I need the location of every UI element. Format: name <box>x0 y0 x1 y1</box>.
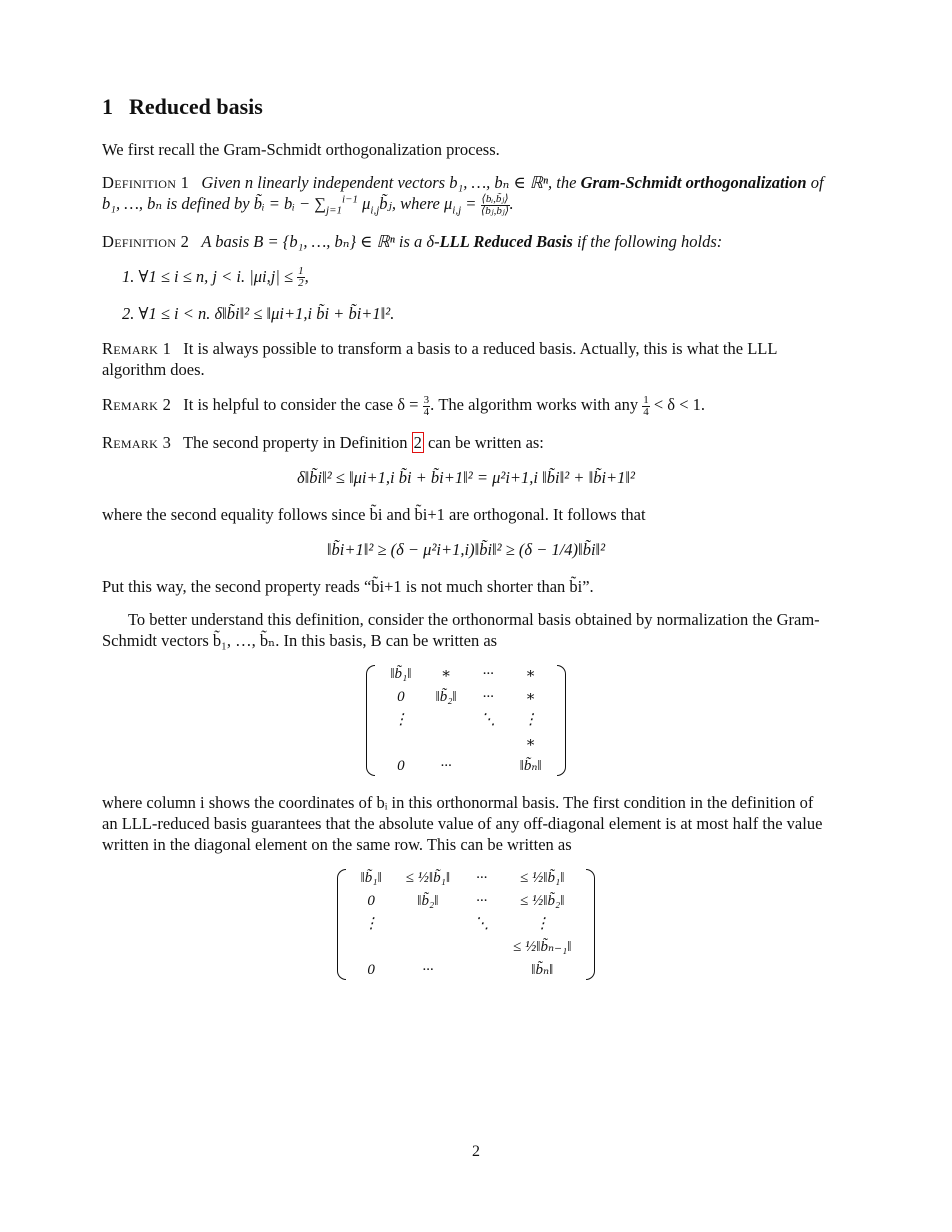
matrix-cell: ⋮ <box>363 916 379 933</box>
matrix-cell: ··· <box>422 962 434 979</box>
put-this-way: Put this way, the second property reads “b̃i+1 is not much shorter than b̃i”. <box>102 577 594 597</box>
matrix-cell: ⋮ <box>393 712 409 729</box>
matrix-cell <box>469 755 508 778</box>
matrix-1 <box>366 663 565 778</box>
matrix-2-table <box>349 867 584 982</box>
matrix-cell <box>423 709 468 732</box>
definition-2-link[interactable]: 2 <box>413 433 422 453</box>
definition-2-post: if the following holds: <box>576 231 723 251</box>
matrix-row <box>349 936 584 959</box>
matrix-cell: 0 <box>367 893 375 910</box>
matrix-row <box>349 913 584 936</box>
matrix-cell: ··· <box>440 758 452 775</box>
matrix-row <box>349 890 584 913</box>
matrix-cell: ⋱ <box>480 712 496 729</box>
matrix-2-wrap <box>102 867 830 982</box>
matrix-row <box>378 709 553 732</box>
after-equation-1: where the second equality follows since b̃i and b̃i+1 are orthogonal. It follows that <box>102 505 646 525</box>
matrix-2 <box>337 867 596 982</box>
paragraph-column: where column i shows the coordinates of bᵢ in this orthonormal basis. The first condition in the definition of an LLL-reduced basis guarantees that the absolute value of any off-diagonal element is at most half the value written in the diagonal element on the same row. This can be written as <box>102 793 823 855</box>
page-number: 2 <box>472 1143 480 1160</box>
matrix-cell: 0 <box>397 758 405 775</box>
page-body <box>102 96 830 996</box>
matrix-cell <box>469 732 508 755</box>
matrix-cell: ‖b̃ₙ‖ <box>531 962 554 979</box>
condition-item-2: 2. ∀1 ≤ i < n. δ‖b̃i‖² ≤ ‖μi+1,i b̃i + b̃i+1‖². <box>122 304 395 324</box>
matrix-cell: ‖b̃₁‖ <box>360 870 382 887</box>
matrix-cell: ‖b̃₂‖ <box>435 689 457 706</box>
matrix-cell: ≤ ½‖b̃₂‖ <box>520 893 565 910</box>
matrix-cell <box>378 732 423 755</box>
matrix-cell: ⋱ <box>474 916 490 933</box>
definition-2-term: LLL Reduced Basis <box>439 231 573 251</box>
matrix-cell: ‖b̃₁‖ <box>390 666 412 683</box>
condition-list <box>122 266 830 325</box>
matrix-cell: ∗ <box>440 666 452 683</box>
matrix-cell <box>394 936 462 959</box>
section-heading <box>102 96 830 117</box>
section-title: Reduced basis <box>129 94 263 119</box>
definition-2-pre: A basis B = {b₁, …, bₙ} ∈ ℝⁿ is a δ- <box>201 231 440 251</box>
definition-1-label: Definition 1 <box>102 173 190 192</box>
matrix-cell: ⋮ <box>523 712 539 729</box>
definition-1: Definition 1 Given n linearly independent vectors b₁, …, bₙ ∈ ℝⁿ, the Gram-Schmidt orthogonalization of b₁, …, bₙ is defined by b̃ᵢ = bᵢ − $\sum_{j=1}^{i-1}$ $\mu_{i,j}b̃ⱼ$, where $\mu_{i,j}$ = $\frac{\text{⟨bᵢ,b̃ⱼ⟩}}{\text{⟨b̃ⱼ,b̃ⱼ⟩}}$ . <box>102 173 824 217</box>
matrix-cell: ··· <box>482 666 494 683</box>
matrix-cell: ‖b̃₂‖ <box>417 893 439 910</box>
definition-1-post: of b₁, …, bₙ is defined by <box>102 173 824 213</box>
condition-item-1: 1. ∀1 ≤ i ≤ n, j < i. |μi,j| ≤ $\frac{1}{2}$ , <box>122 265 309 290</box>
remark-1-text: It is always possible to transform a basis to a reduced basis. Actually, this is what the LLL algorithm does. <box>102 339 777 380</box>
matrix-cell: ≤ ½‖b̃₁‖ <box>520 870 565 887</box>
matrix-cell <box>462 959 501 982</box>
matrix-cell <box>462 936 501 959</box>
matrix-cell: ≤ ½‖b̃₁‖ <box>405 870 451 887</box>
matrix-cell: ··· <box>482 689 494 706</box>
remark-2: Remark 2 It is helpful to consider the case δ = $\frac{3}{4}$ . The algorithm works with any $\frac{1}{4}$ < δ < 1. <box>102 394 705 419</box>
definition-2 <box>102 231 830 252</box>
matrix-cell: ∗ <box>525 666 536 683</box>
equation-1: δ‖b̃i‖² ≤ ‖μi+1,i b̃i + b̃i+1‖² = μ²i+1,i ‖b̃i‖² + ‖b̃i+1‖² <box>296 468 636 488</box>
matrix-cell: 0 <box>397 689 405 706</box>
matrix-1-wrap <box>102 663 830 778</box>
matrix-cell: ‖b̃ₙ‖ <box>519 758 542 775</box>
remark-3-label: Remark 3 <box>102 433 172 453</box>
matrix-cell <box>394 913 462 936</box>
matrix-row <box>349 959 584 982</box>
definition-1-pre: Given n linearly independent vectors b <box>201 173 458 192</box>
matrix-cell: ∗ <box>525 735 536 752</box>
matrix-row <box>378 663 553 686</box>
matrix-cell <box>423 732 468 755</box>
matrix-row <box>378 732 553 755</box>
remark-1-label: Remark 1 <box>102 339 172 359</box>
matrix-cell: ··· <box>475 893 488 910</box>
matrix-cell: ⋮ <box>534 916 550 933</box>
matrix-row <box>349 867 584 890</box>
matrix-cell: ∗ <box>525 689 536 706</box>
remark-3: Remark 3 The second property in Definition 2 can be written as: <box>102 433 544 453</box>
definition-2-label: Definition 2 <box>102 231 190 251</box>
section-number: 1 <box>102 94 113 119</box>
matrix-cell: 0 <box>367 962 375 979</box>
equation-2: ‖b̃i+1‖² ≥ (δ − μ²i+1,i)‖b̃i‖² ≥ (δ − 1/4)‖b̃i‖² <box>326 540 606 560</box>
matrix-cell <box>349 936 394 959</box>
matrix-1-table <box>378 663 553 778</box>
remark-2-label: Remark 2 <box>102 395 172 415</box>
matrix-row <box>378 686 553 709</box>
paragraph-orthonormal: To better understand this definition, consider the orthonormal basis obtained by normalization the Gram-Schmidt vectors b̃₁, …, b̃ₙ. In this basis, B can be written as <box>102 610 820 651</box>
definition-1-term: Gram-Schmidt orthogonalization <box>580 173 807 192</box>
matrix-cell: ≤ ½‖b̃ₙ₋₁‖ <box>513 939 572 956</box>
intro-paragraph: We first recall the Gram-Schmidt orthogonalization process. <box>102 140 500 159</box>
matrix-cell: ··· <box>475 870 488 887</box>
remark-1 <box>102 338 830 380</box>
matrix-row <box>378 755 553 778</box>
